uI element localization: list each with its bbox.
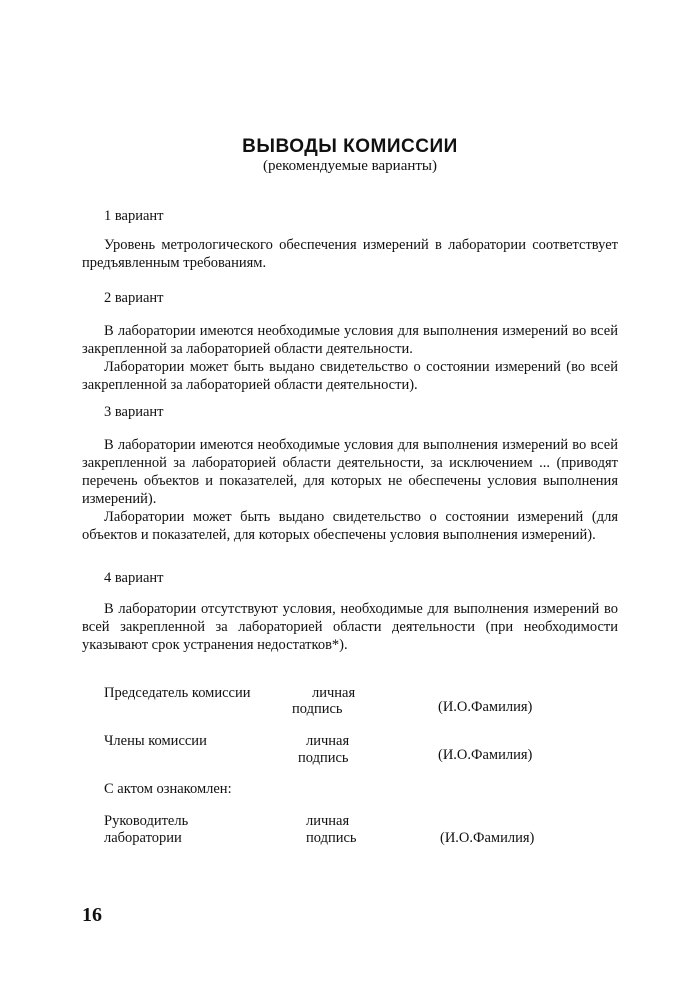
head-name: (И.О.Фамилия) — [440, 830, 535, 846]
head-role-line1: Руководитель — [104, 813, 189, 829]
members-name: (И.О.Фамилия) — [438, 747, 533, 763]
variant-3-text — [82, 436, 618, 544]
variant-1-paragraph-1: Уровень метрологического обеспечения измерений в лаборатории соответствует предъявленным требованиям. — [82, 237, 618, 271]
chairman-role: Председатель комиссии — [104, 685, 251, 701]
page-title: ВЫВОДЫ КОМИССИИ — [242, 136, 458, 157]
variant-3-label: 3 вариант — [104, 404, 164, 420]
variant-3-paragraph-2: Лаборатории может быть выдано свидетельство о состоянии измерений (для объектов и показателей, для которых обеспечены условия выполнения измерений). — [82, 509, 618, 543]
members-sign-line2: подпись — [298, 750, 349, 766]
chairman-name: (И.О.Фамилия) — [438, 699, 533, 715]
variant-2-label: 2 вариант — [104, 290, 164, 306]
variant-4-label: 4 вариант — [104, 570, 164, 586]
variant-2-paragraph-2: Лаборатории может быть выдано свидетельство о состоянии измерений (во всей закрепленной за лабораторией области деятельности). — [82, 359, 618, 393]
variant-1-text — [82, 236, 618, 272]
chairman-sign-line1: личная — [312, 685, 356, 701]
acquainted-label: С актом ознакомлен: — [104, 781, 232, 797]
head-role-line2: лаборатории — [104, 830, 182, 846]
variant-1-label: 1 вариант — [104, 208, 164, 224]
variant-4-text — [82, 600, 618, 654]
members-sign-line1: личная — [306, 733, 350, 749]
chairman-sign-line2: подпись — [292, 701, 343, 717]
head-sign-line2: подпись — [306, 830, 357, 846]
head-sign-line1: личная — [306, 813, 350, 829]
page-subtitle: (рекомендуемые варианты) — [262, 158, 438, 174]
variant-3-paragraph-1: В лаборатории имеются необходимые условия для выполнения измерений во всей закрепленной за лабораторией области деятельности, за исключением ... (приводят перечень объектов и показателей, для которых не обеспечены условия выполнения измерений). — [82, 437, 618, 507]
variant-4-paragraph-1: В лаборатории отсутствуют условия, необходимые для выполнения измерений во всей закрепленной за лабораторией области деятельности (при необходимости указывают срок устранения недостатков*). — [82, 601, 618, 653]
page-number: 16 — [82, 904, 102, 926]
variant-2-paragraph-1: В лаборатории имеются необходимые условия для выполнения измерений во всей закрепленной за лабораторией области деятельности. — [82, 323, 618, 357]
variant-2-text — [82, 322, 618, 394]
members-role: Члены комиссии — [104, 733, 207, 749]
